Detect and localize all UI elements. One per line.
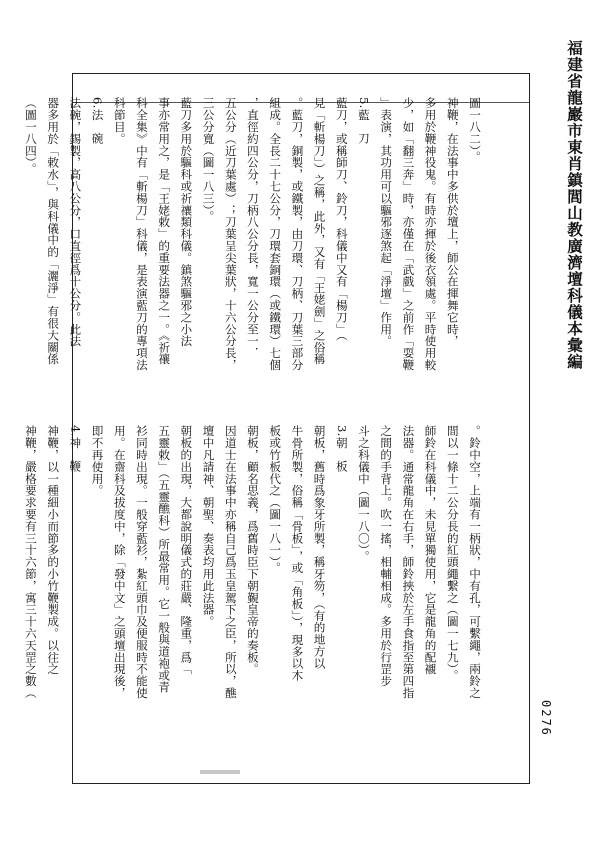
lower-text-line: 神鞭，嚴格要求要有三十六節，寓三十六天罡之數（	[23, 425, 38, 699]
lower-text-line: 朝板，舊時爲象牙所製，稱牙笏，（有的地方以	[312, 425, 327, 670]
lower-text-line: 即不再使用。	[90, 425, 105, 497]
upper-text-line: 事亦常用之，是「王姥敕」的重要法器之一。《祈禳	[157, 97, 172, 365]
upper-text-line: 三公分寬（圖一八三）。	[201, 97, 216, 223]
book-title: 福建省龍巖市東肖鎮閭山教廣濟壇科儀本彙編	[565, 40, 584, 370]
lower-text-line: 壇中凡請神、朝聖、奏表均用此法器。	[201, 425, 216, 628]
lower-text-line: 法器。通常龍角在右手，師鈴挾於左手食指至第四指	[401, 425, 416, 699]
upper-text-line: 藍刀，或稱師刀、鈴刀，科儀中又有「楊刀」（	[334, 97, 349, 342]
upper-text-line: 多用於鞭神役鬼。有時亦揮於後衣領處。平時使用較	[423, 97, 438, 371]
upper-text-line: 見「斬楊刀」）之稱，此外，又有「王姥劍」之俗稱	[312, 97, 327, 365]
upper-text-line: 」表演，其功用可以驅邪逐煞起「淨壇」作用。	[379, 97, 394, 347]
upper-section-heading: 6.法 碗	[90, 97, 105, 145]
lower-section-heading: 4.神 鞭	[68, 425, 83, 473]
upper-text-line: 五公分（近刀葉處）；刀葉呈尖葉狀，十六公分長，	[223, 97, 238, 371]
upper-text-line: 圖一八二）。	[468, 97, 482, 163]
page-number: 0276	[539, 700, 553, 737]
lower-text-line: 衫同時出現。一般穿藍衫，紮紅頭巾及便服時不能使	[134, 425, 149, 699]
upper-text-line: 藍刀多用於驅科或祈禳類科儀。鎮煞驅邪之小法	[179, 97, 194, 347]
lower-text-line: 牛骨所製，俗稱「骨板」，或「角板」），現多以木	[290, 425, 305, 682]
lower-text-line: 之間的手背上。吹一搖，相輔相成。多用於行罡步	[379, 425, 394, 687]
lower-section-heading: 3.朝 板	[334, 425, 349, 473]
upper-section-heading: 5.藍 刀	[356, 97, 371, 145]
upper-text-line: 。藍刀，銅製，或鐵製，由刀環、刀柄、刀葉三部分	[290, 97, 305, 371]
lower-text-line: 斗之科儀中（圖一八〇）。	[356, 425, 371, 562]
lower-text-line: 神鞭，以一種細小而節多的小竹鞭製成。以往之	[46, 425, 61, 675]
upper-text-line: 神鞭，在法事中多供於壇上，師公在揮舞它時，	[445, 97, 460, 347]
upper-text-block	[23, 97, 486, 387]
lower-text-block	[23, 425, 486, 765]
lower-text-line: 用。在齋科及拔度中，除「發中文」之頭壇出現後，	[112, 425, 127, 699]
lower-text-line: 。鈴中空，上端有一柄狀，中有孔，可繫繩，兩鈴之	[468, 425, 482, 699]
lower-text-line: 朝板，顧名思義，爲舊時臣下朝覲皇帝的奏板。	[245, 425, 260, 675]
upper-text-line: 組成。全長二十七公分，刀環套銅環（或鐵環）七個	[268, 97, 283, 371]
lower-text-line: 板或竹板代之（圖一八一）。	[268, 425, 283, 574]
scan-mark	[200, 770, 240, 774]
upper-text-line: 器多用於「敕水」，與科儀中的「灑淨」有很大關係	[46, 97, 61, 365]
upper-text-line: 法碗，錫製，高八公分，口直徑爲十公分。此法	[68, 97, 83, 347]
lower-text-line: 師鈴在科儀中，未見單獨使用，它是龍角的配襯	[423, 425, 438, 675]
lower-text-line: 五靈敕」（五靈醮科）所最常用。它一般與道袍或青	[157, 425, 172, 693]
lower-text-line: 因道士在法事中亦稱自己爲玉皇駕下之臣，所以，醮	[223, 425, 238, 699]
lower-text-line: 朝板的出現，大都說明儀式的莊嚴、隆重，爲「	[179, 425, 194, 675]
upper-text-line: （圖一八四）。	[23, 97, 38, 175]
upper-text-line: 科節目。	[112, 97, 127, 145]
lower-text-line: 間以一條十二公分長的紅頭繩繫之（圖一七九）。	[445, 425, 460, 681]
upper-text-line: 科全集》中有「斬楊刀」科儀，是表演藍刀的專項法	[134, 97, 149, 371]
upper-text-line: 少，如「翻三奔」時，亦僅在「武戲」之前作「耍鞭	[401, 97, 416, 371]
upper-text-line: ，直徑約四公分，刀柄八公分長，寬一公分至一．	[245, 97, 260, 359]
